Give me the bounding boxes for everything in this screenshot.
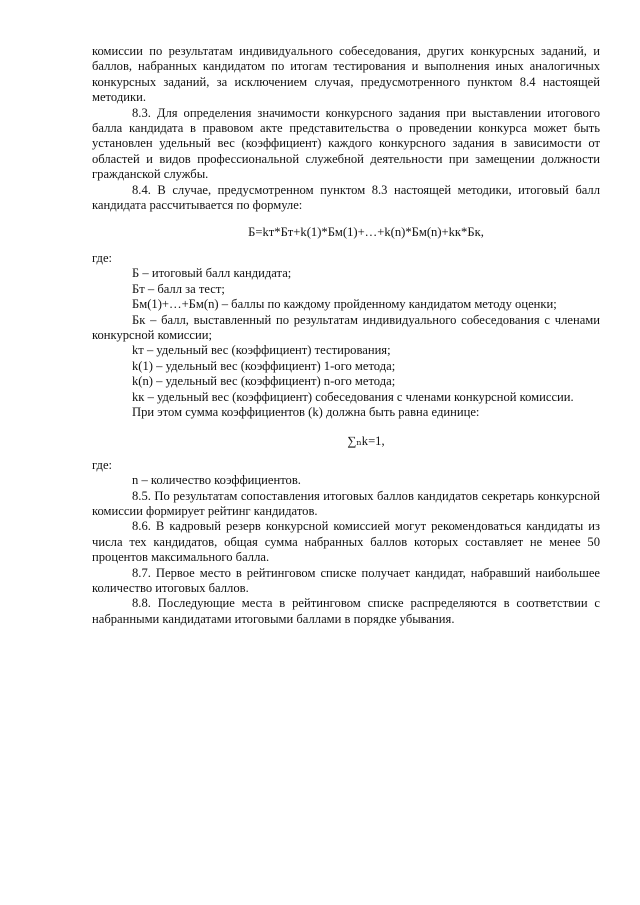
definition-k1: k(1) – удельный вес (коэффициент) 1-ого метода;: [132, 358, 396, 373]
paragraph-8-7: 8.7. Первое место в рейтинговом списке получает кандидат, набравший наибольшее количество итоговых баллов.: [92, 565, 600, 595]
paragraph-8-6: 8.6. В кадровый резерв конкурсной комиссией могут рекомендоваться кандидаты из числа тех кандидатов, общая сумма набранных баллов которых составляет не менее 50 процентов максимального балла.: [92, 519, 600, 565]
definition-b: Б – итоговый балл кандидата;: [132, 266, 292, 281]
where-label-1: где:: [92, 250, 113, 265]
paragraph-8-3: 8.3. Для определения значимости конкурсного задания при выставлении итогового балла кандидата в правовом акте представительства о проведении конкурса может быть установлен удельный вес (коэффициент) каждого конкурсного задания в зависимости от областей и видов профессиональной служебной деятельности при замещении должности гражданской службы.: [92, 105, 600, 182]
formula-total-score: Б=kт*Бт+k(1)*Бм(1)+…+k(n)*Бм(n)+kк*Бк,: [248, 225, 484, 240]
paragraph-intro: комиссии по результатам индивидуального собеседования, других конкурсных заданий, и баллов, набранных кандидатом по итогам тестирования и выполнения иных аналогичных конкурсных заданий, за исключением случая, предусмотренного пунктом 8.4 настоящей методики.: [92, 44, 600, 105]
paragraph-8-8: 8.8. Последующие места в рейтинговом списке распределяются в соответствии с набранными кандидатами итоговыми баллами в порядке убывания.: [92, 596, 600, 626]
definition-bk: Бк – балл, выставленный по результатам индивидуального собеседования с членами конкурсной комиссии;: [92, 312, 600, 342]
definition-kt: kт – удельный вес (коэффициент) тестирования;: [132, 343, 391, 358]
paragraph-sum: При этом сумма коэффициентов (k) должна быть равна единице:: [132, 404, 480, 419]
paragraph-8-4: 8.4. В случае, предусмотренном пунктом 8.3 настоящей методики, итоговый балл кандидата рассчитывается по формуле:: [92, 182, 600, 213]
definition-bt: Бт – балл за тест;: [132, 281, 225, 296]
definition-bm: Бм(1)+…+Бм(n) – баллы по каждому пройденному кандидатом методу оценки;: [132, 297, 557, 312]
definition-kn: k(n) – удельный вес (коэффициент) n-ого метода;: [132, 374, 396, 389]
paragraph-8-5: 8.5. По результатам сопоставления итоговых баллов кандидатов секретарь конкурсной комиссии формирует рейтинг кандидатов.: [92, 488, 600, 518]
formula-sum: ∑ₙk=1,: [347, 434, 385, 449]
where-label-2: где:: [92, 457, 113, 472]
definition-n: n – количество коэффициентов.: [132, 473, 301, 488]
definition-kk: kк – удельный вес (коэффициент) собеседования с членами конкурсной комиссии.: [132, 389, 574, 404]
